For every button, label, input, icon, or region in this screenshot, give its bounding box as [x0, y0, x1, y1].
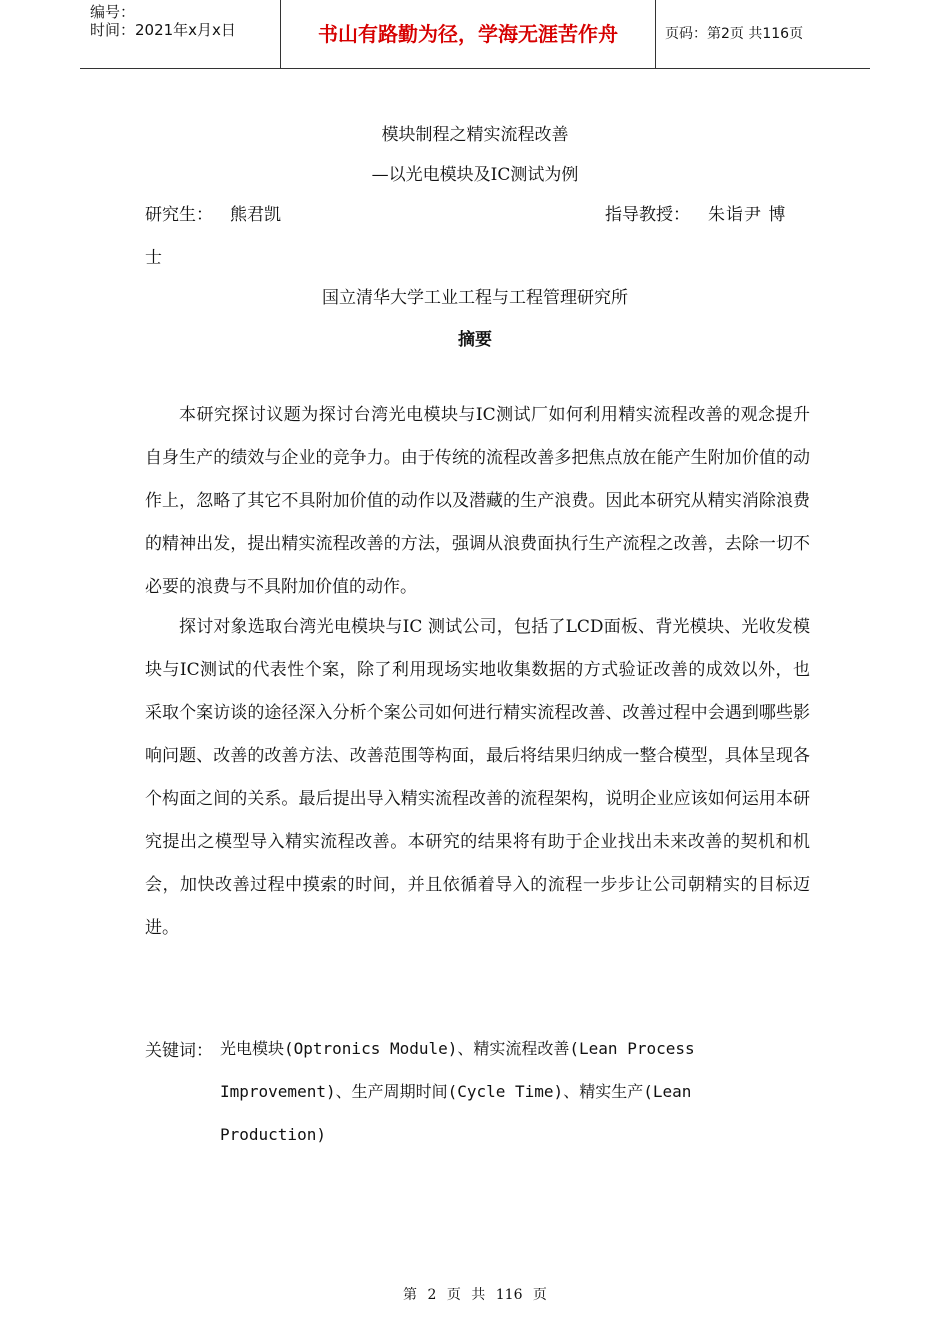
- header-meta: [80, 0, 280, 68]
- header-page-info: 页码：第2页 共116页: [665, 26, 804, 42]
- number-label: 编号：: [90, 3, 136, 21]
- abstract-heading: 摘要: [458, 330, 492, 350]
- keywords-label: 关键词：: [145, 1041, 213, 1061]
- keywords-line-1: 光电模块(Optronics Module)、精实流程改善(Lean Process: [220, 1039, 695, 1058]
- document-subtitle: —以光电模块及IC测试为例: [371, 165, 579, 185]
- abstract-paragraph-1: 本研究探讨议题为探讨台湾光电模块与IC测试厂如何利用精实流程改善的观念提升自身生产的绩效与企业的竞争力。由于传统的流程改善多把焦点放在能产生附加价值的动作上，忽略了其它不具附加价值的动作以及潜藏的生产浪费。因此本研究从精实消除浪费的精神出发，提出精实流程改善的方法，强调从浪费面执行生产流程之改善，去除一切不必要的浪费与不具附加价值的动作。: [145, 405, 810, 597]
- researcher-name: 熊君凯: [230, 205, 281, 225]
- keywords-line-2: Improvement)、生产周期时间(Cycle Time)、精实生产(Lean: [220, 1082, 692, 1101]
- researcher-label: 研究生：: [145, 205, 213, 225]
- advisor-label: 指导教授：: [605, 205, 690, 225]
- header-motto: 书山有路勤为径，学海无涯苦作舟: [280, 0, 656, 68]
- advisor-title-suffix: 士: [145, 248, 162, 268]
- document-title: 模块制程之精实流程改善: [381, 125, 569, 145]
- abstract-paragraph-2: 探讨对象选取台湾光电模块与IC 测试公司，包括了LCD面板、背光模块、光收发模块与IC测试的代表性个案，除了利用现场实地收集数据的方式验证改善的成效以外，也采取个案访谈的途径深入分析个案公司如何进行精实流程改善、改善过程中会遇到哪些影响问题、改善的改善方法、改善范围等构面，最后将结果归纳成一整合模型，具体呈现各个构面之间的关系。最后提出导入精实流程改善的流程架构，说明企业应该如何运用本研究提出之模型导入精实流程改善。本研究的结果将有助于企业找出未来改善的契机和机会，加快改善过程中摸索的时间，并且依循着导入的流程一步步让公司朝精实的目标迈进。: [145, 617, 810, 938]
- keywords-list: [220, 1027, 740, 1156]
- page-header: [80, 0, 870, 69]
- institute-name: 国立清华大学工业工程与工程管理研究所: [322, 288, 628, 308]
- time-label: 时间：2021年x月x日: [90, 21, 236, 39]
- advisor-name: 朱诣尹 博: [708, 205, 787, 225]
- keywords-line-3: Production): [220, 1125, 326, 1144]
- page-footer: 第 2 页 共 116 页: [403, 1287, 547, 1303]
